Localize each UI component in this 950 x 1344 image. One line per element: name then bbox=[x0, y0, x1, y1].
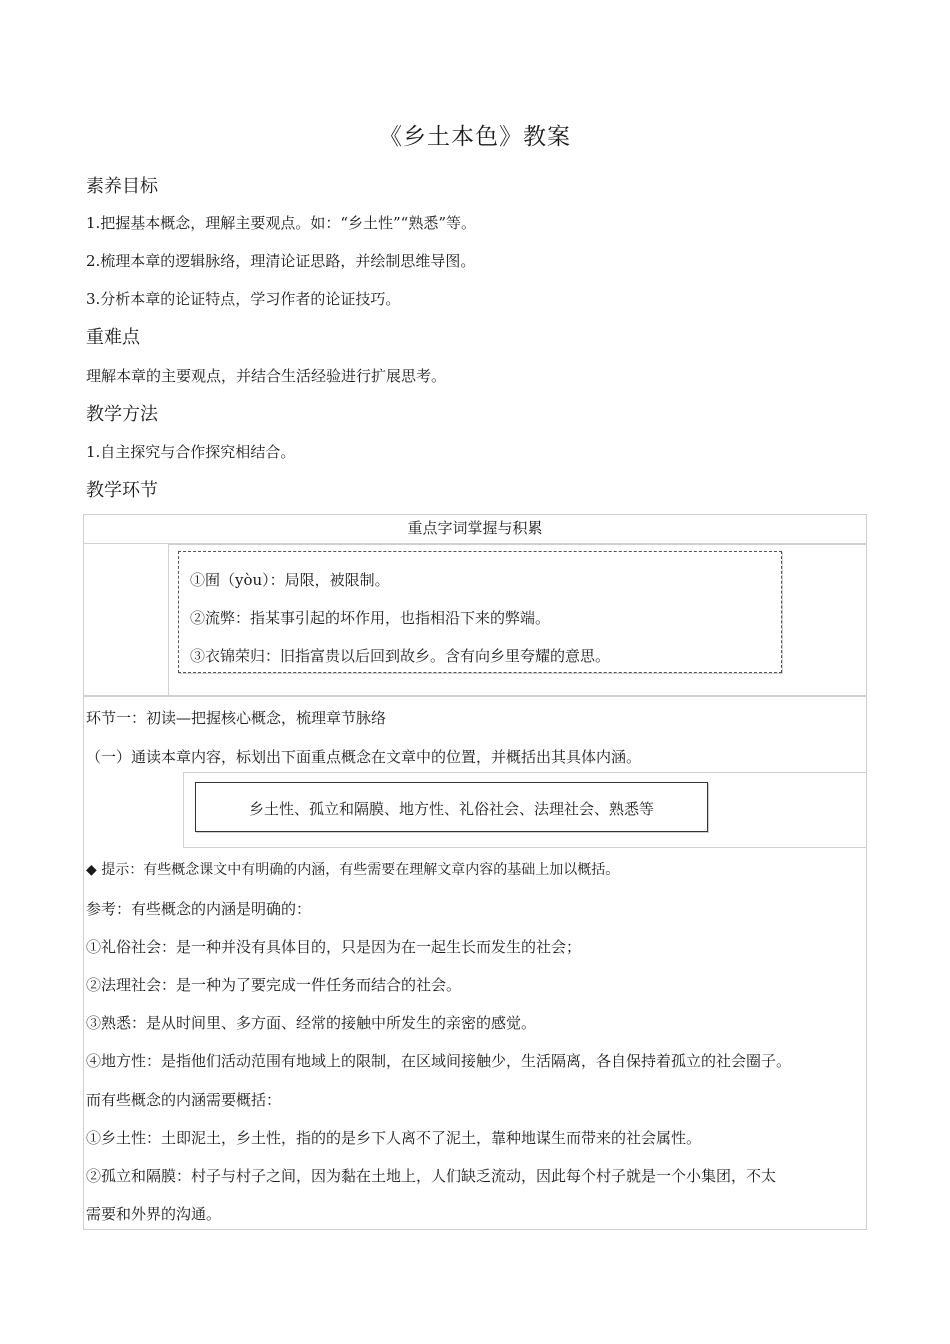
vocab-item-2: ②流弊：指某事引起的坏作用，也指相沿下来的弊端。 bbox=[190, 609, 551, 627]
page-title: 《乡土本色》教案 bbox=[379, 124, 571, 150]
explicit-item-4: ④地方性：是指他们活动范围有地域上的限制，在区域间接触少，生活隔离，各自保持着孤立的社会圈子。 bbox=[86, 1052, 792, 1070]
step1-task: （一）通读本章内容，标划出下面重点概念在文章中的位置，并概括出其具体内涵。 bbox=[86, 748, 642, 766]
tip-text: ◆ 提示：有些概念课文中有明确的内涵，有些需要在理解文章内容的基础上加以概括。 bbox=[86, 862, 620, 878]
concepts-text: 乡土性、孤立和隔膜、地方性、礼俗社会、法理社会、熟悉等 bbox=[248, 800, 654, 818]
goals-heading: 素养目标 bbox=[86, 176, 158, 197]
summary-intro: 而有些概念的内涵需要概括： bbox=[86, 1091, 282, 1109]
difficulty-text: 理解本章的主要观点，并结合生活经验进行扩展思考。 bbox=[86, 367, 447, 385]
methods-heading: 教学方法 bbox=[86, 404, 158, 425]
vocab-item-3: ③衣锦荣归：旧指富贵以后回到故乡。含有向乡里夸耀的意思。 bbox=[190, 647, 611, 665]
goal-item-3: 3.分析本章的论证特点，学习作者的论证技巧。 bbox=[86, 290, 401, 308]
difficulty-heading: 重难点 bbox=[86, 327, 140, 348]
goal-item-1: 1.把握基本概念，理解主要观点。如：“乡土性”“熟悉”等。 bbox=[86, 214, 476, 232]
reference-intro: 参考：有些概念的内涵是明确的： bbox=[86, 900, 312, 918]
vocab-item-1: ①囿（yòu）：局限，被限制。 bbox=[190, 571, 390, 589]
explicit-item-3: ③熟悉：是从时间里、多方面、经常的接触中所发生的亲密的感觉。 bbox=[86, 1014, 537, 1032]
goal-item-2: 2.梳理本章的逻辑脉络，理清论证思路，并绘制思维导图。 bbox=[86, 252, 476, 270]
summarized-item-2-cont: 需要和外界的沟通。 bbox=[86, 1205, 222, 1223]
explicit-item-2: ②法理社会：是一种为了要完成一件任务而结合的社会。 bbox=[86, 976, 462, 994]
process-heading: 教学环节 bbox=[86, 480, 158, 501]
vocab-title: 重点字词掌握与积累 bbox=[407, 519, 543, 537]
summarized-item-1: ①乡土性：土即泥土，乡土性，指的的是乡下人离不了泥土，靠种地谋生而带来的社会属性。 bbox=[86, 1129, 702, 1147]
summarized-item-2: ②孤立和隔膜：村子与村子之间，因为黏在土地上，人们缺乏流动，因此每个村子就是一个小集团，不太 bbox=[86, 1167, 777, 1185]
step1-title: 环节一：初读—把握核心概念，梳理章节脉络 bbox=[86, 709, 387, 727]
method-item-1: 1.自主探究与合作探究相结合。 bbox=[86, 443, 296, 461]
explicit-item-1: ①礼俗社会：是一种并没有具体目的，只是因为在一起生长而发生的社会； bbox=[86, 938, 582, 956]
